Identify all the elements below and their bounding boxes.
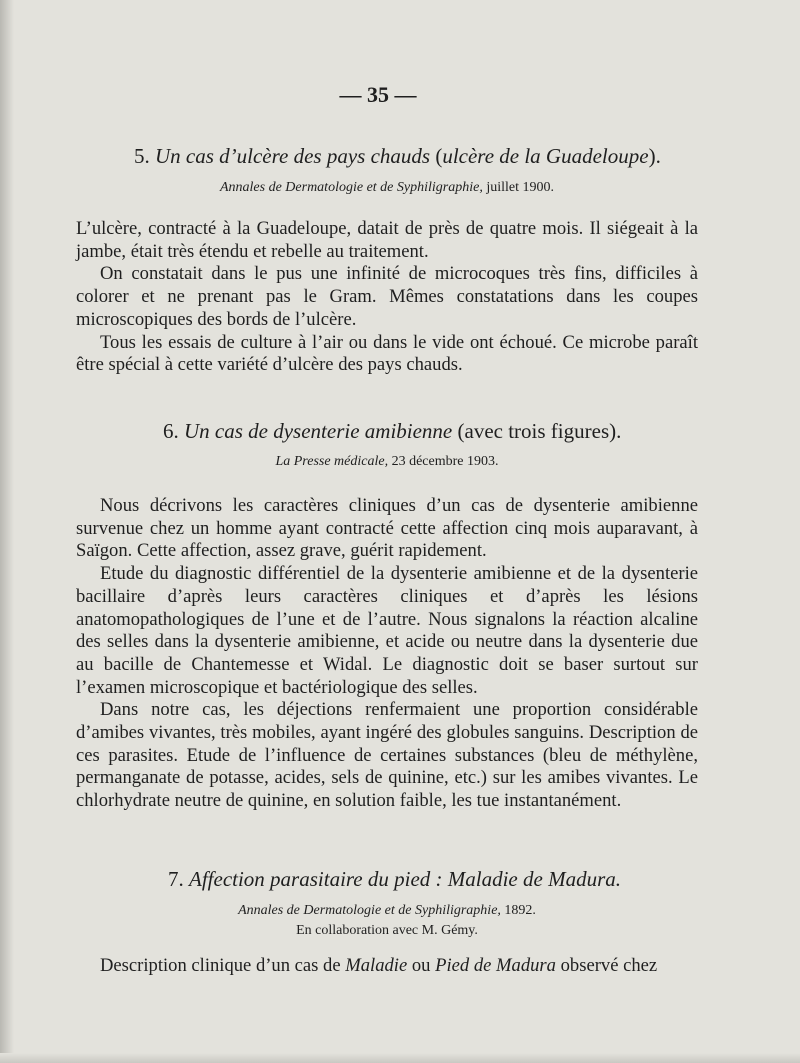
- source-date: 1892.: [504, 903, 536, 918]
- paragraph: Tous les essais de culture à l’air ou dans le vide ont échoué. Ce microbe paraît être spécial à cette variété d’ulcère des pays chauds.: [76, 331, 698, 376]
- page-bottom-shadow: [0, 1053, 800, 1063]
- paren-open: (: [435, 144, 443, 168]
- section-title: Affection parasitaire du pied : Maladie de Madura.: [189, 867, 621, 891]
- section-7-heading: [168, 866, 790, 892]
- section-7-source: [76, 901, 698, 941]
- section-6-body: [76, 495, 698, 813]
- paragraph: Etude du diagnostic différentiel de la dysenterie amibienne et de la dysenterie bacillaire d’après leurs caractères cliniques et d’après les lésions anatomopathologiques de l’une et de l’autre. Nous signalons la réaction alcaline des selles dans la dysenterie amibienne, et acide ou neutre dans la dysenterie due au bacille de Chantemesse et Widal. Le diagnostic doit se baser surtout sur l’examen microscopique et bactériologique des selles.: [76, 563, 698, 698]
- paragraph: Dans notre cas, les déjections renfermaient une proportion considérable d’amibes vivantes, très mobiles, ayant ingéré des globules sanguins. Description de ces parasites. Etude de l’influence de certaines substances (bleu de méthylène, permanganate de potasse, acides, sels de quinine, etc.) sur les amibes vivantes. Le chlorhydrate neutre de quinine, en solution faible, les tue instantanément.: [76, 699, 698, 812]
- section-subtitle: ulcère de la Guadeloupe: [442, 144, 649, 168]
- section-7-body: [76, 955, 698, 978]
- italic-term: Pied de Madura: [435, 955, 556, 976]
- section-6-source: [76, 452, 698, 472]
- paragraph: Nous décrivons les caractères cliniques d’un cas de dysenterie amibienne survenue chez un homme ayant contracté cette affection cinq mois auparavant, à Saïgon. Cette affection, assez grave, guérit rapidement.: [76, 495, 698, 562]
- section-title: Un cas de dysenterie amibienne: [184, 419, 453, 443]
- section-title-rest: (avec trois figures).: [457, 419, 622, 443]
- section-5-body: [76, 218, 698, 377]
- source-date: juillet 1900.: [486, 180, 554, 195]
- page-number: — 35 —: [339, 82, 417, 107]
- section-number: 6.: [163, 419, 179, 443]
- section-5-heading: [134, 143, 756, 169]
- paragraph: L’ulcère, contracté à la Guadeloupe, datait de près de quatre mois. Il siégeait à la jambe, était très étendu et rebelle au traitement.: [76, 218, 698, 262]
- paragraph: On constatait dans le pus une infinité de microcoques très fins, difficiles à colorer et ne prenant pas le Gram. Mêmes constatations dans les coupes microscopiques des bords de l’ulcère.: [76, 263, 698, 330]
- section-number: 5.: [134, 144, 150, 168]
- text-run: observé chez: [555, 955, 658, 976]
- source-journal: La Presse médicale,: [275, 454, 389, 469]
- section-5-source: [76, 178, 698, 198]
- italic-term: Maladie: [345, 955, 408, 976]
- page-edge-shadow: [0, 0, 14, 1063]
- text-run: ou: [407, 955, 436, 976]
- source-journal: Annales de Dermatologie et de Syphiligraphie,: [219, 180, 483, 195]
- section-6-heading: [163, 418, 785, 444]
- paragraph: [76, 955, 698, 978]
- paren-close: ).: [648, 144, 661, 168]
- source-collaboration: En collaboration avec M. Gémy.: [296, 923, 478, 938]
- source-journal: Annales de Dermatologie et de Syphiligraphie,: [238, 903, 501, 918]
- section-title: Un cas d’ulcère des pays chauds: [155, 144, 431, 168]
- text-run: Description clinique d’un cas de: [100, 955, 346, 976]
- section-number: 7.: [168, 867, 184, 891]
- source-date: 23 décembre 1903.: [391, 454, 499, 469]
